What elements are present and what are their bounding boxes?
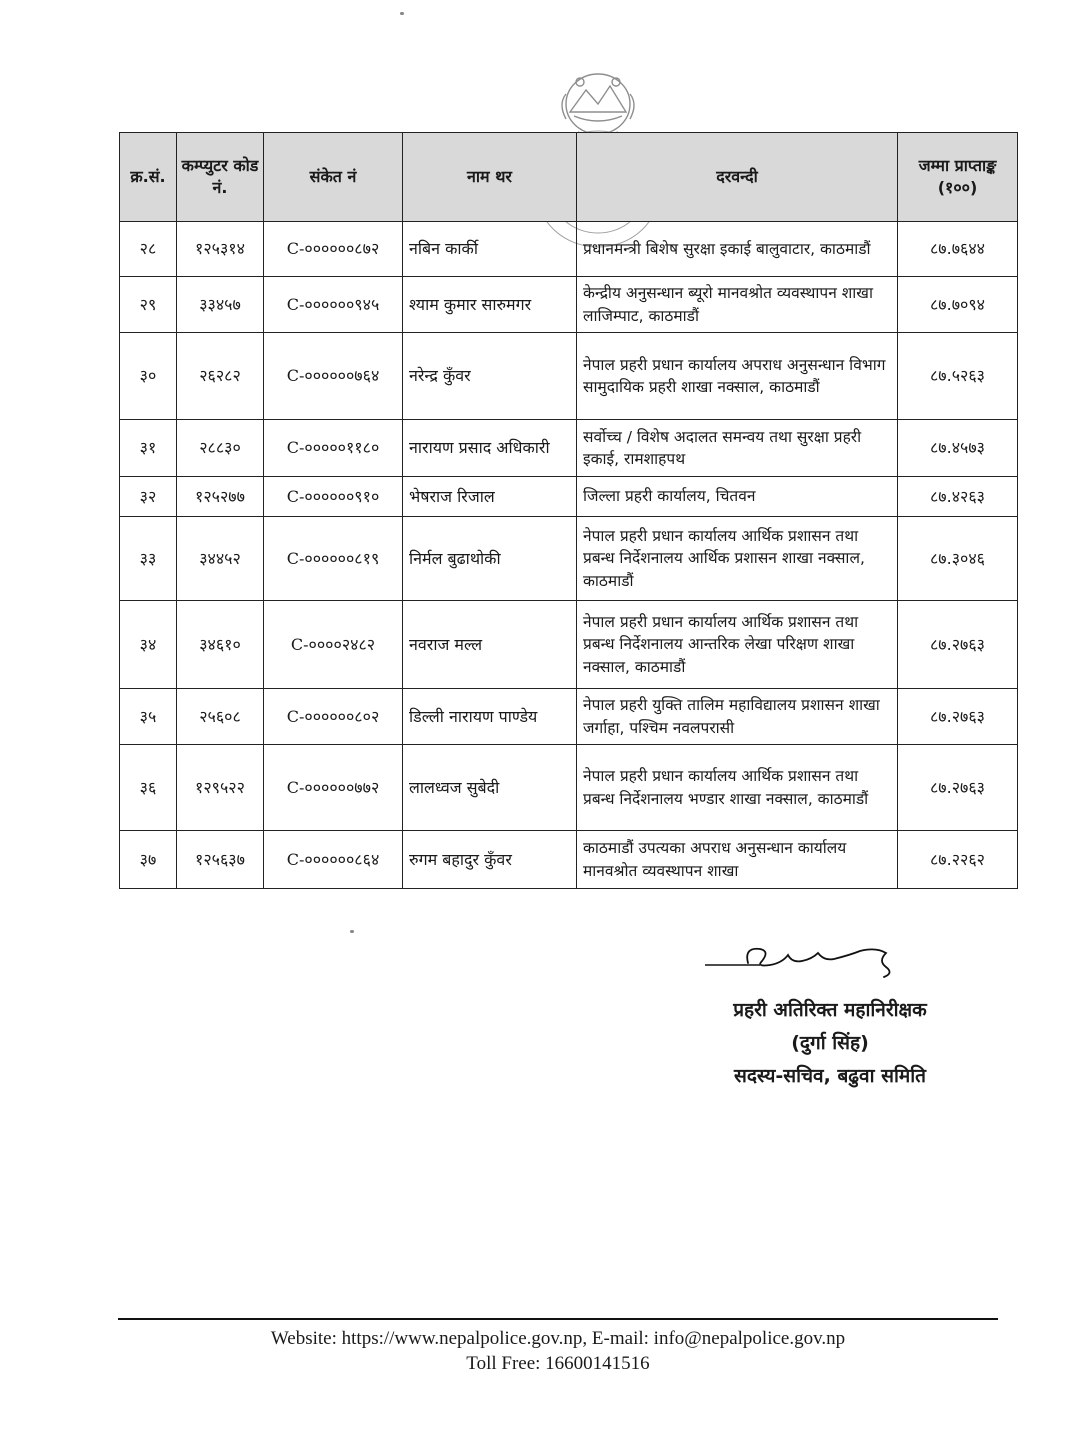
cell-name: रुगम बहादुर कुँवर bbox=[403, 831, 577, 889]
cell-symbol: C-००००००८०२ bbox=[264, 689, 403, 745]
table-row bbox=[120, 420, 1018, 477]
cell-name: नवराज मल्ल bbox=[403, 601, 577, 689]
header-total-marks: जम्मा प्राप्ताङ्क (१००) bbox=[898, 133, 1018, 222]
signatory-title: प्रहरी अतिरिक्त महानिरीक्षक bbox=[733, 999, 927, 1021]
header-name: नाम थर bbox=[403, 133, 577, 222]
cell-marks: ८७.७०९४ bbox=[898, 277, 1018, 333]
cell-name: भेषराज रिजाल bbox=[403, 477, 577, 517]
cell-symbol: C-०००००११८० bbox=[264, 420, 403, 477]
cell-code: ३३४५७ bbox=[177, 277, 264, 333]
cell-marks: ८७.३०४६ bbox=[898, 517, 1018, 601]
cell-code: २५६०८ bbox=[177, 689, 264, 745]
footer-contact: Website: https://www.nepalpolice.gov.np, E-mail: info@nepalpolice.gov.np bbox=[270, 1328, 846, 1349]
page-footer bbox=[118, 1326, 998, 1376]
table-row bbox=[120, 601, 1018, 689]
cell-post: नेपाल प्रहरी प्रधान कार्यालय अपराध अनुसन्धान विभाग सामुदायिक प्रहरी शाखा नक्साल, काठमाडौं bbox=[577, 333, 898, 420]
cell-symbol: C-००००००८१९ bbox=[264, 517, 403, 601]
cell-sn: ३२ bbox=[120, 477, 177, 517]
table-row bbox=[120, 745, 1018, 831]
signature-icon bbox=[700, 935, 900, 985]
cell-name: डिल्ली नारायण पाण्डेय bbox=[403, 689, 577, 745]
footer-divider bbox=[118, 1318, 998, 1320]
cell-symbol: C-००००००९४५ bbox=[264, 277, 403, 333]
cell-symbol: C-००००००७६४ bbox=[264, 333, 403, 420]
cell-code: २६२८२ bbox=[177, 333, 264, 420]
cell-marks: ८७.४२६३ bbox=[898, 477, 1018, 517]
cell-code: १२९५२२ bbox=[177, 745, 264, 831]
cell-symbol: C-००००००८६४ bbox=[264, 831, 403, 889]
header-computer-code: कम्प्युटर कोड नं. bbox=[177, 133, 264, 222]
cell-symbol: C-००००००७७२ bbox=[264, 745, 403, 831]
cell-post: नेपाल प्रहरी युक्ति तालिम महाविद्यालय प्रशासन शाखा जर्गाहा, पश्चिम नवलपरासी bbox=[577, 689, 898, 745]
cell-code: २८८३० bbox=[177, 420, 264, 477]
cell-post: सर्वोच्च / विशेष अदालत समन्वय तथा सुरक्षा प्रहरी इकाई, रामशाहपथ bbox=[577, 420, 898, 477]
cell-name: नरेन्द्र कुँवर bbox=[403, 333, 577, 420]
cell-sn: ३७ bbox=[120, 831, 177, 889]
cell-marks: ८७.७६४४ bbox=[898, 222, 1018, 277]
cell-marks: ८७.२७६३ bbox=[898, 601, 1018, 689]
results-table bbox=[119, 132, 1018, 889]
cell-post: जिल्ला प्रहरी कार्यालय, चितवन bbox=[577, 477, 898, 517]
cell-symbol: C-००००००८७२ bbox=[264, 222, 403, 277]
table-row bbox=[120, 517, 1018, 601]
cell-sn: ३१ bbox=[120, 420, 177, 477]
cell-name: लालध्वज सुबेदी bbox=[403, 745, 577, 831]
cell-sn: ३५ bbox=[120, 689, 177, 745]
footer-tollfree: Toll Free: 16600141516 bbox=[466, 1353, 650, 1374]
cell-sn: २९ bbox=[120, 277, 177, 333]
cell-code: १२५६३७ bbox=[177, 831, 264, 889]
cell-name: निर्मल बुढाथोकी bbox=[403, 517, 577, 601]
table-header-row bbox=[120, 133, 1018, 222]
cell-sn: २८ bbox=[120, 222, 177, 277]
cell-code: ३४४५२ bbox=[177, 517, 264, 601]
cell-post: प्रधानमन्त्री बिशेष सुरक्षा इकाई बालुवाटार, काठमाडौं bbox=[577, 222, 898, 277]
header-symbol-number: संकेत नं bbox=[264, 133, 403, 222]
cell-post: काठमाडौं उपत्यका अपराध अनुसन्धान कार्यालय मानवश्रोत व्यवस्थापन शाखा bbox=[577, 831, 898, 889]
table-row bbox=[120, 333, 1018, 420]
cell-sn: ३६ bbox=[120, 745, 177, 831]
cell-marks: ८७.५२६३ bbox=[898, 333, 1018, 420]
cell-sn: ३४ bbox=[120, 601, 177, 689]
table-row bbox=[120, 477, 1018, 517]
scan-speck bbox=[350, 930, 354, 933]
signatory-block bbox=[680, 994, 980, 1093]
cell-post: नेपाल प्रहरी प्रधान कार्यालय आर्थिक प्रशासन तथा प्रबन्ध निर्देशनालय आन्तरिक लेखा परिक्षण शाखा नक्साल, काठमाडौं bbox=[577, 601, 898, 689]
cell-marks: ८७.४५७३ bbox=[898, 420, 1018, 477]
cell-post: नेपाल प्रहरी प्रधान कार्यालय आर्थिक प्रशासन तथा प्रबन्ध निर्देशनालय आर्थिक प्रशासन शाखा नक्साल, काठमाडौं bbox=[577, 517, 898, 601]
cell-code: ३४६१० bbox=[177, 601, 264, 689]
cell-name: नबिन कार्की bbox=[403, 222, 577, 277]
signatory-name: (दुर्गा सिंह) bbox=[791, 1032, 869, 1054]
cell-sn: ३३ bbox=[120, 517, 177, 601]
header-sn: क्र.सं. bbox=[120, 133, 177, 222]
cell-marks: ८७.२२६२ bbox=[898, 831, 1018, 889]
cell-sn: ३० bbox=[120, 333, 177, 420]
cell-marks: ८७.२७६३ bbox=[898, 689, 1018, 745]
table-row bbox=[120, 831, 1018, 889]
cell-post: नेपाल प्रहरी प्रधान कार्यालय आर्थिक प्रशासन तथा प्रबन्ध निर्देशनालय भण्डार शाखा नक्साल, काठमाडौं bbox=[577, 745, 898, 831]
cell-post: केन्द्रीय अनुसन्धान ब्यूरो मानवश्रोत व्यवस्थापन शाखा लाजिम्पाट, काठमाडौं bbox=[577, 277, 898, 333]
scan-speck bbox=[400, 12, 404, 15]
cell-marks: ८७.२७६३ bbox=[898, 745, 1018, 831]
header-post: दरवन्दी bbox=[577, 133, 898, 222]
cell-symbol: C-००००२४८२ bbox=[264, 601, 403, 689]
table-row bbox=[120, 689, 1018, 745]
cell-code: १२५३१४ bbox=[177, 222, 264, 277]
cell-code: १२५२७७ bbox=[177, 477, 264, 517]
cell-name: श्याम कुमार सारुमगर bbox=[403, 277, 577, 333]
table-row bbox=[120, 222, 1018, 277]
signatory-role: सदस्य-सचिव, बढुवा समिति bbox=[734, 1065, 926, 1087]
cell-name: नारायण प्रसाद अधिकारी bbox=[403, 420, 577, 477]
cell-symbol: C-००००००९१० bbox=[264, 477, 403, 517]
table-row bbox=[120, 277, 1018, 333]
